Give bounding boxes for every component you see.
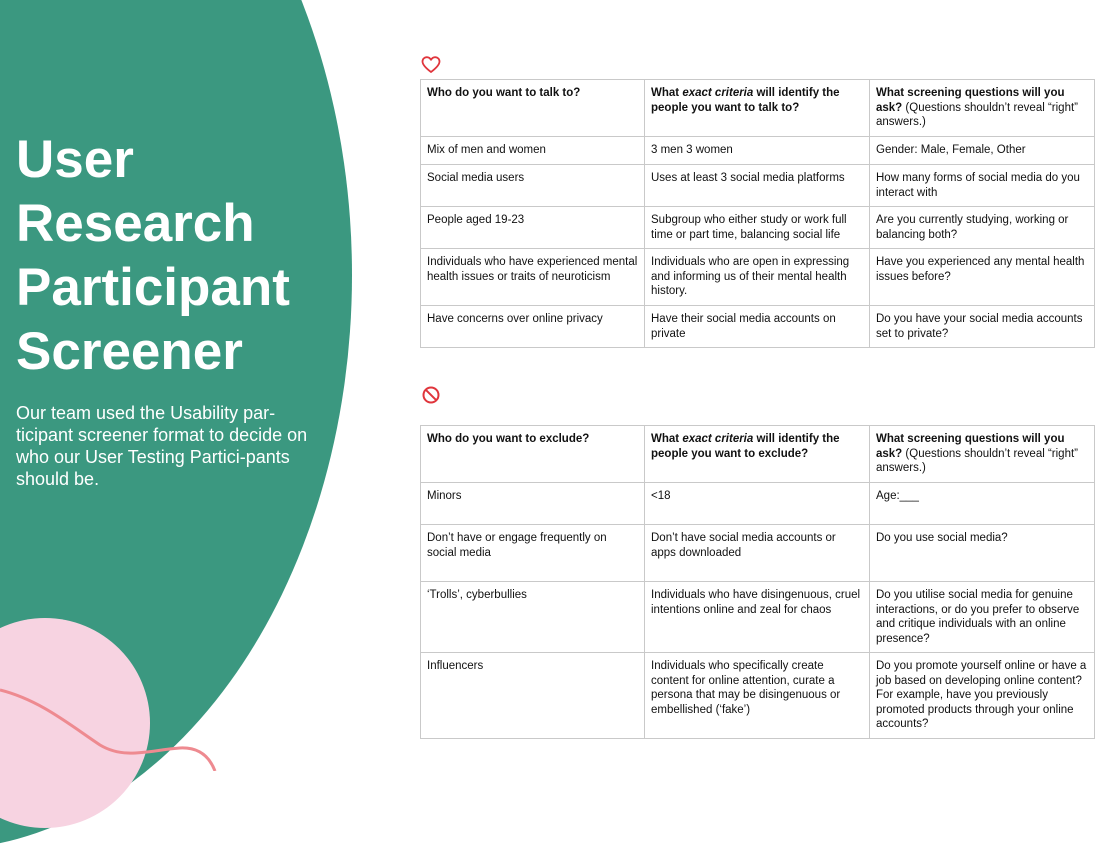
header-questions-note: (Questions shouldn’t reveal “right” answers.) <box>876 101 1078 128</box>
header-criteria-post: will identify the people you want to exclude? <box>651 433 840 460</box>
header-who-text: Who do you want to exclude? <box>427 433 590 445</box>
header-questions-text: What screening questions will you ask? <box>876 87 1065 114</box>
table-row <box>421 137 1095 165</box>
ban-icon <box>421 385 441 405</box>
header-who <box>421 80 645 137</box>
header-who <box>421 426 645 483</box>
title-line-2: Research <box>16 194 255 253</box>
heart-icon <box>421 55 441 75</box>
table-row <box>421 249 1095 306</box>
table-cell: Have their social media accounts on private <box>645 306 870 348</box>
table-cell: ‘Trolls’, cyberbullies <box>421 582 645 653</box>
header-criteria-pre: What <box>651 87 683 99</box>
header-who-text: Who do you want to talk to? <box>427 87 581 99</box>
table-row <box>421 653 1095 739</box>
table-row <box>421 165 1095 207</box>
table-cell: Do you utilise social media for genuine interactions, or do you prefer to observe and critique individuals with an online presence? <box>870 582 1095 653</box>
table-cell: 3 men 3 women <box>645 137 870 165</box>
header-questions-note: (Questions shouldn’t reveal “right” answers.) <box>876 447 1078 474</box>
table-cell: Influencers <box>421 653 645 739</box>
header-criteria-emphasis: exact criteria <box>682 87 754 99</box>
table-header-row <box>421 80 1095 137</box>
table-cell: Do you use social media? <box>870 525 1095 582</box>
header-criteria <box>645 80 870 137</box>
table-cell: Have you experienced any mental health issues before? <box>870 249 1095 306</box>
header-criteria-emphasis: exact criteria <box>682 433 754 445</box>
title-line-1: User <box>16 130 134 189</box>
table-row <box>421 207 1095 249</box>
table-cell: Have concerns over online privacy <box>421 306 645 348</box>
table-header-row <box>421 426 1095 483</box>
table-cell: Subgroup who either study or work full time or part time, balancing social life <box>645 207 870 249</box>
table-cell: Gender: Male, Female, Other <box>870 137 1095 165</box>
table-cell: Minors <box>421 483 645 525</box>
page-title <box>16 128 356 384</box>
header-questions <box>870 426 1095 483</box>
page-description: Our team used the Usability par-ticipant screener format to decide on who our User Testing Partici-pants should be. <box>16 403 308 489</box>
header-criteria-pre: What <box>651 433 683 445</box>
table-row <box>421 306 1095 348</box>
include-criteria-table <box>420 79 1095 348</box>
header-criteria <box>645 426 870 483</box>
header-questions <box>870 80 1095 137</box>
table-cell: People aged 19-23 <box>421 207 645 249</box>
decorative-wave-line <box>0 640 260 771</box>
table-cell: Individuals who specifically create content for online attention, curate a persona that may be disingenuous or embellished (‘fake’) <box>645 653 870 739</box>
table-cell: Individuals who are open in expressing and informing us of their mental health history. <box>645 249 870 306</box>
table-cell: <18 <box>645 483 870 525</box>
header-questions-text: What screening questions will you ask? <box>876 433 1065 460</box>
table-cell: Social media users <box>421 165 645 207</box>
table-cell: Uses at least 3 social media platforms <box>645 165 870 207</box>
table-row <box>421 483 1095 525</box>
table-cell: Are you currently studying, working or balancing both? <box>870 207 1095 249</box>
table-cell: Don’t have social media accounts or apps downloaded <box>645 525 870 582</box>
title-line-4: Screener <box>16 322 243 381</box>
table-cell: Mix of men and women <box>421 137 645 165</box>
table-row <box>421 525 1095 582</box>
table-cell: How many forms of social media do you interact with <box>870 165 1095 207</box>
table-cell: Age:___ <box>870 483 1095 525</box>
exclude-criteria-table <box>420 425 1095 739</box>
table-cell: Don’t have or engage frequently on social media <box>421 525 645 582</box>
table-cell: Individuals who have experienced mental health issues or traits of neuroticism <box>421 249 645 306</box>
table-cell: Do you promote yourself online or have a job based on developing online content? For example, have you previously promoted products through your online accounts? <box>870 653 1095 739</box>
header-criteria-post: will identify the people you want to talk to? <box>651 87 840 114</box>
table-cell: Do you have your social media accounts set to private? <box>870 306 1095 348</box>
table-row <box>421 582 1095 653</box>
title-line-3: Participant <box>16 258 290 317</box>
table-cell: Individuals who have disingenuous, cruel intentions online and zeal for chaos <box>645 582 870 653</box>
